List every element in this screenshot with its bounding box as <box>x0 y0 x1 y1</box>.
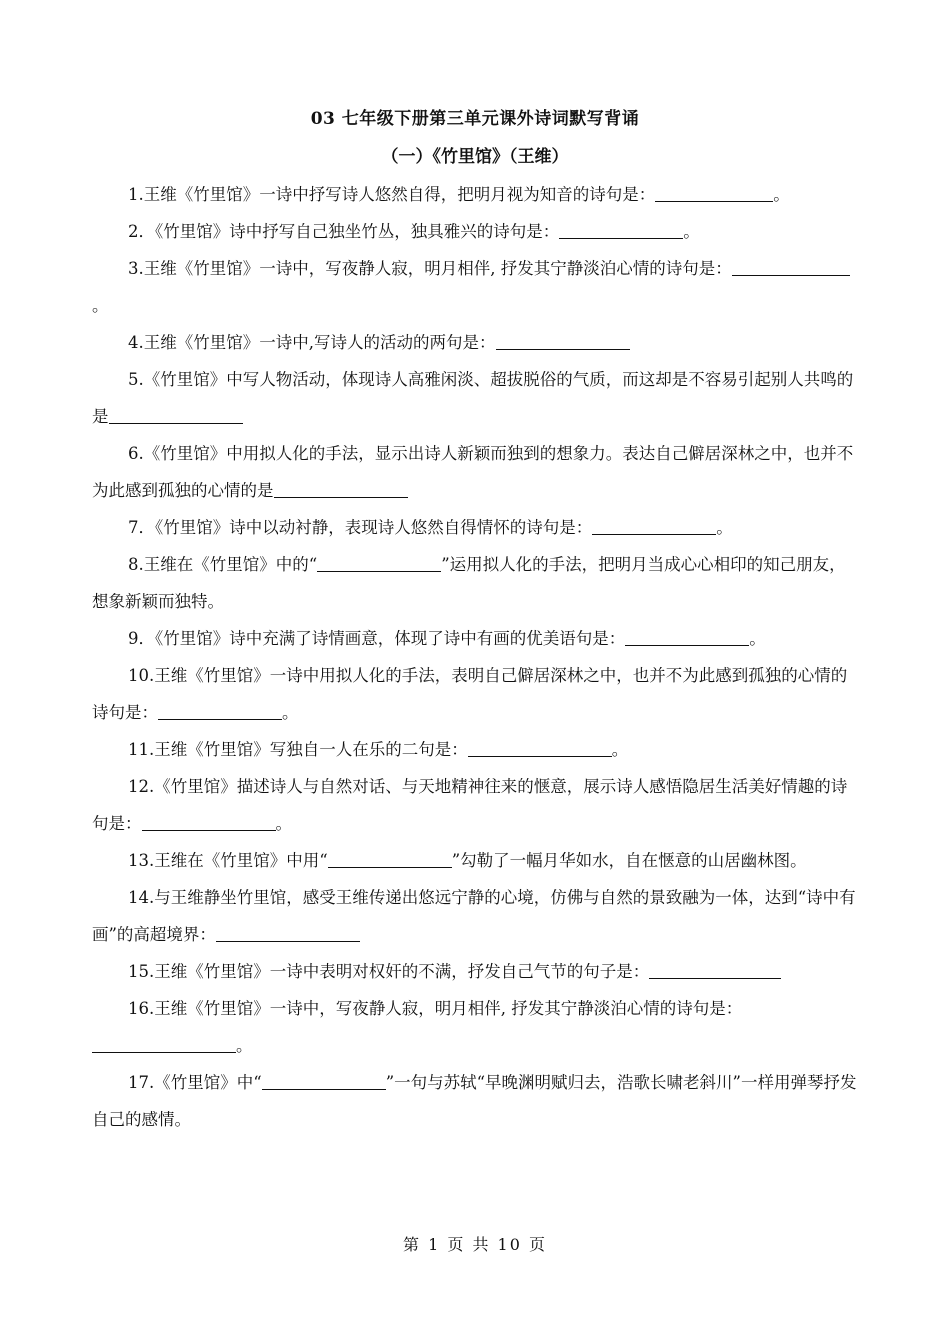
answer-blank[interactable] <box>655 183 773 202</box>
question-text-after: 。 <box>282 703 299 722</box>
answer-blank[interactable] <box>216 923 360 942</box>
question-text-after: 。 <box>749 629 766 648</box>
question-item <box>92 250 862 324</box>
question-item <box>92 361 862 435</box>
question-text-after: 。 <box>275 814 292 833</box>
answer-blank[interactable] <box>92 1034 236 1053</box>
answer-blank[interactable] <box>274 479 408 498</box>
question-item <box>92 324 862 361</box>
question-text: 13.王维在《竹里馆》中用“ <box>128 851 328 870</box>
document-title: 03 七年级下册第三单元课外诗词默写背诵 <box>310 109 640 129</box>
question-text-after: 。 <box>716 518 733 537</box>
question-item <box>92 620 862 657</box>
question-text-after: 。 <box>773 185 790 204</box>
question-text: 8.王维在《竹里馆》中的“ <box>128 555 318 574</box>
question-text-after: ”勾勒了一幅月华如水，自在惬意的山居幽林图。 <box>451 851 807 870</box>
question-text: 12.《竹里馆》描述诗人与自然对话、与天地精神往来的惬意，展示诗人感悟隐居生活美好情趣的诗句是： <box>92 777 848 833</box>
answer-blank[interactable] <box>262 1071 386 1090</box>
question-text: 16.王维《竹里馆》一诗中，写夜静人寂，明月相伴, 抒发其宁静淡泊心情的诗句是： <box>128 999 743 1018</box>
question-item <box>92 435 862 509</box>
answer-blank[interactable] <box>559 220 683 239</box>
question-item <box>92 213 862 250</box>
question-text: 7．《竹里馆》诗中以动衬静，表现诗人悠然自得情怀的诗句是： <box>128 518 593 537</box>
question-text-after: 。 <box>236 1036 253 1055</box>
question-text: 10.王维《竹里馆》一诗中用拟人化的手法，表明自己僻居深林之中，也并不为此感到孤独的心情的诗句是： <box>92 666 848 722</box>
question-text-after: ”运用拟人化的手法，把明月当成心心相印的知己朋友，想象新颖而独特。 <box>92 555 846 611</box>
question-text-after: ”一句与苏轼“早晚渊明赋归去，浩歌长啸老斜川”一样用弹琴抒发自己的感情。 <box>92 1073 857 1129</box>
answer-blank[interactable] <box>317 553 441 572</box>
question-text: 5.《竹里馆》中写人物活动，体现诗人高雅闲淡、超拔脱俗的气质，而这却是不容易引起别人共鸣的是 <box>92 370 854 426</box>
page-footer: 第 1 页 共 10 页 <box>403 1235 547 1254</box>
question-text: 14.与王维静坐竹里馆，感受王维传递出悠远宁静的心境，仿佛与自然的景致融为一体，达到“诗中有画”的高超境界： <box>92 888 856 944</box>
question-item <box>92 546 862 620</box>
question-text-after: 。 <box>683 222 700 241</box>
question-text: 3.王维《竹里馆》一诗中，写夜静人寂，明月相伴, 抒发其宁静淡泊心情的诗句是： <box>128 259 732 278</box>
question-item <box>92 768 862 842</box>
answer-blank[interactable] <box>496 331 630 350</box>
question-text-after: 。 <box>611 740 629 759</box>
question-text-after: 。 <box>92 296 109 315</box>
question-item <box>92 657 862 731</box>
answer-blank[interactable] <box>468 738 612 757</box>
question-text: 17.《竹里馆》中“ <box>128 1073 262 1092</box>
answer-blank[interactable] <box>158 701 282 720</box>
answer-blank[interactable] <box>732 257 850 276</box>
question-item <box>92 731 862 768</box>
question-text: 9．《竹里馆》诗中充满了诗情画意，体现了诗中有画的优美语句是： <box>128 629 626 648</box>
question-text: 6.《竹里馆》中用拟人化的手法，显示出诗人新颖而独到的想象力。表达自己僻居深林之中，也并不为此感到孤独的心情的是 <box>92 444 854 500</box>
answer-blank[interactable] <box>328 849 452 868</box>
answer-blank[interactable] <box>649 960 781 979</box>
answer-blank[interactable] <box>109 405 243 424</box>
answer-blank[interactable] <box>625 627 749 646</box>
question-item <box>92 509 862 546</box>
question-item <box>92 842 862 879</box>
question-item <box>92 879 862 953</box>
question-item <box>92 176 862 213</box>
question-text: 15.王维《竹里馆》一诗中表明对权奸的不满，抒发自己气节的句子是： <box>128 962 650 981</box>
question-item <box>92 990 862 1064</box>
question-text: 4.王维《竹里馆》一诗中,写诗人的活动的两句是： <box>128 333 496 352</box>
question-text: 2．《竹里馆》诗中抒写自己独坐竹丛，独具雅兴的诗句是： <box>128 222 560 241</box>
question-list <box>92 176 862 1138</box>
question-item <box>92 953 862 990</box>
question-text: 1.王维《竹里馆》一诗中抒写诗人悠然自得，把明月视为知音的诗句是： <box>128 185 656 204</box>
question-text: 11.王维《竹里馆》写独自一人在乐的二句是： <box>128 740 468 759</box>
answer-blank[interactable] <box>592 516 716 535</box>
answer-blank[interactable] <box>142 812 276 831</box>
section-subtitle: （一）《竹里馆》（王维） <box>381 147 569 167</box>
question-item <box>92 1064 862 1138</box>
